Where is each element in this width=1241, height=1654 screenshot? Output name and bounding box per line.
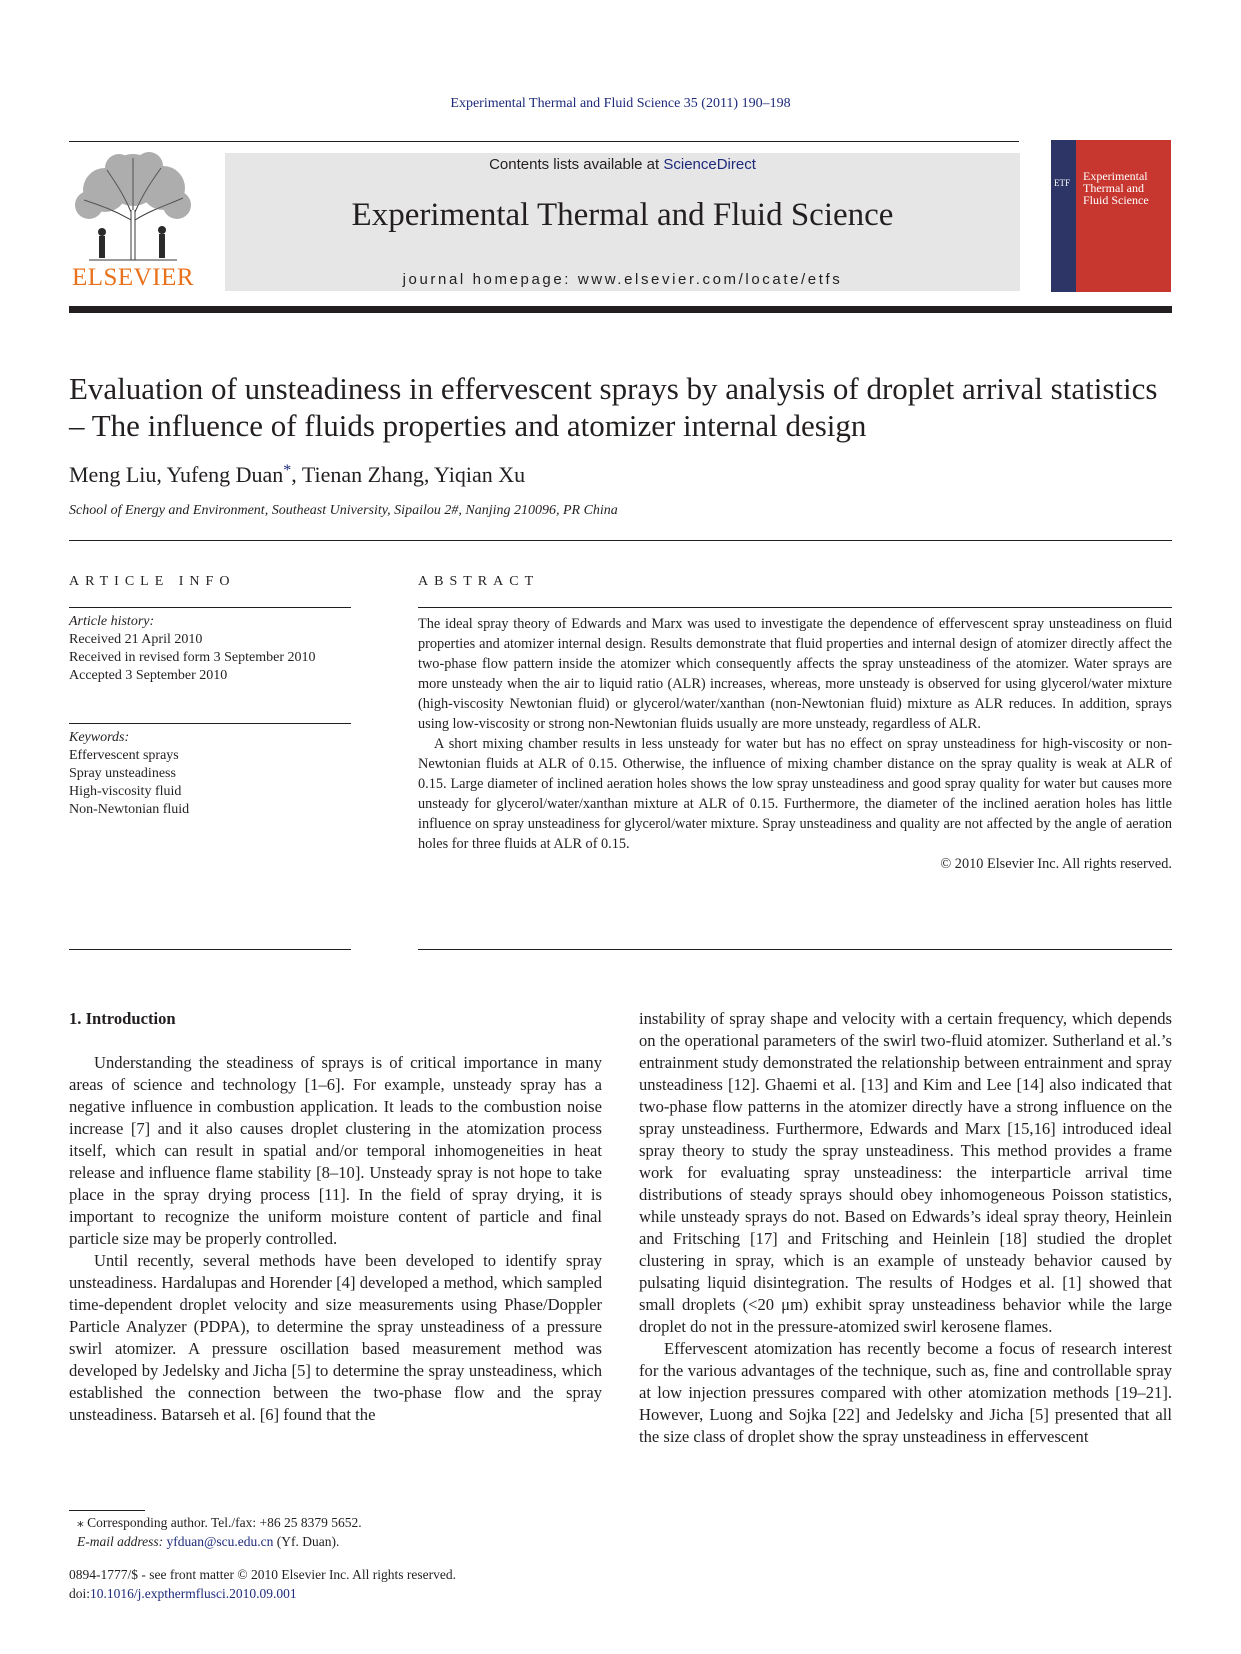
keyword-item: Spray unsteadiness (69, 766, 176, 781)
info-divider-middle (69, 723, 351, 724)
affiliation-divider (69, 540, 1172, 541)
article-history (69, 613, 351, 685)
footnote (69, 1513, 602, 1551)
journal-cover (1051, 140, 1171, 292)
body-paragraph: Understanding the steadiness of sprays is of critical importance in many areas of science and technology [1–6]. For example, unsteady spray has a negative influence in combustion application. It leads to the combustion noise increase [7] and it also causes droplet clustering in the atomization process itself, which can result in spatial and/or temporal inhomogeneities in heat release and influence flame stability [8–10]. Unsteady spray is not hope to take place in the spray drying process [11]. In the field of spray drying, it is important to recognize the uniform moisture content of particle and final particle size may be properly controlled. (69, 1053, 602, 1248)
article-info-heading: ARTICLE INFO (69, 574, 236, 589)
contents-line (225, 156, 1020, 173)
journal-reference[interactable]: Experimental Thermal and Fluid Science 35 (2011) 190–198 (450, 96, 791, 111)
authors-after: , Tienan Zhang, Yiqian Xu (291, 462, 526, 487)
email-suffix: (Yf. Duan). (273, 1534, 340, 1549)
keyword-item: Effervescent sprays (69, 748, 179, 763)
author-list (69, 462, 525, 488)
top-divider (69, 141, 1019, 142)
affiliation: School of Energy and Environment, Southeast University, Sipailou 2#, Nanjing 210096, PR China (69, 503, 618, 518)
elsevier-tree-icon (69, 150, 197, 262)
journal-homepage[interactable]: journal homepage: www.elsevier.com/locate/etfs (402, 271, 843, 288)
keyword-item: High-viscosity fluid (69, 784, 182, 799)
corresponding-author-mark[interactable]: * (283, 462, 292, 479)
body-paragraph: Effervescent atomization has recently become a focus of research interest for the various advantages of the technique, such as, fine and controllable spray at low injection pressures compared with other atomization methods [19–21]. However, Luong and Sojka [22] and Jedelsky and Jicha [5] presented that all the size class of droplet show the spray unsteadiness in effervescent (639, 1339, 1172, 1446)
contents-prefix: Contents lists available at (489, 156, 664, 173)
email-link[interactable]: yfduan@scu.edu.cn (166, 1534, 274, 1549)
cover-title: Experimental Thermal and Fluid Science (1083, 169, 1149, 207)
journal-title: Experimental Thermal and Fluid Science (351, 197, 894, 233)
abstract-divider-bottom (418, 949, 1172, 950)
body-paragraph: instability of spray shape and velocity with a certain frequency, which depends on the operational parameters of the swirl two-fluid atomizer. Sutherland et al.’s entrainment study demonstrated the relationship between entrainment and spray unsteadiness [12]. Ghaemi et al. [13] and Kim and Lee [14] also indicated that two-phase flow patterns in the atomizer directly have a strong influence on the spray unsteadiness. Furthermore, Edwards and Marx [15,16] introduced ideal spray theory to study the spray unsteadiness. This method provides a frame work for evaluating spray unsteadiness: the interparticle arrival time distributions of steady sprays should obey inhomogeneous Poisson statistics, while unsteady sprays do not. Based on Edwards’s ideal spray theory, Heinlein and Fritsching [17] and Fritsching and Heinlein [18] studied the droplet clustering in spray, which is an example of unsteady behavior caused by pulsating liquid disintegration. The results of Hodges et al. [1] showed that small droplets (<20 μm) exhibit spray unsteadiness behavior while the large droplet do not in the pressure-atomized swirl kerosene flames. (639, 1009, 1172, 1336)
info-divider-bottom (69, 949, 351, 950)
cover-abbrev: ETF (1054, 178, 1071, 188)
doi-line (69, 1584, 602, 1603)
history-item: Received 21 April 2010 (69, 632, 203, 647)
footnote-divider (69, 1510, 145, 1511)
authors-before: Meng Liu, Yufeng Duan (69, 462, 284, 487)
email-line (69, 1532, 602, 1551)
doi-link[interactable]: 10.1016/j.expthermflusci.2010.09.001 (90, 1586, 297, 1601)
article-title: Evaluation of unsteadiness in effervescent sprays by analysis of droplet arrival statistics – The influence of fluids properties and atomizer internal design (69, 371, 1158, 443)
cover-stripe (1051, 140, 1076, 292)
sciencedirect-link[interactable]: ScienceDirect (663, 156, 756, 173)
elsevier-logo (69, 150, 197, 292)
history-label: Article history: (69, 614, 155, 629)
abstract-heading: ABSTRACT (418, 574, 540, 589)
history-item: Received in revised form 3 September 2010 (69, 650, 316, 665)
elsevier-wordmark: ELSEVIER (71, 264, 195, 291)
body-column-right (639, 1008, 1172, 1448)
header-thick-rule (69, 306, 1172, 313)
body-column-left (69, 1008, 602, 1426)
history-item: Accepted 3 September 2010 (69, 668, 228, 683)
email-label: E-mail address: (77, 1534, 167, 1549)
abstract-divider-top (418, 607, 1172, 608)
front-matter (69, 1565, 602, 1603)
corresponding-author-note: ⁎ Corresponding author. Tel./fax: +86 25 8379 5652. (77, 1515, 362, 1530)
abstract-paragraph: The ideal spray theory of Edwards and Marx was used to investigate the dependence of effervescent spray unsteadiness on fluid properties and atomizer internal design. Results demonstrate that fluid properties and internal design of atomizer directly affect the two-phase flow pattern inside the atomizer which consequently affects the spray unsteadiness of the atomizer. Water sprays are more unsteady when the air to liquid ratio (ALR) increases, whereas, more unsteady is observed for using glycerol/water mixture (high-viscosity Newtonian fluid) or glycerol/water/xanthan (non-Newtonian fluid) mixture as ALR reduces. In addition, sprays using low-viscosity or strong non-Newtonian fluids usually are more unsteady, regardless of ALR. (418, 616, 1172, 732)
body-paragraph: Until recently, several methods have been developed to identify spray unsteadiness. Hardalupas and Horender [4] developed a method, which sampled time-dependent droplet velocity and size measurements using Phase/Doppler Particle Analyzer (PDPA), to determine the spray unsteadiness of a pressure swirl atomizer. A pressure oscillation based measurement method was developed by Jedelsky and Jicha [5] to determine the spray unsteadiness, which established the connection between the two-phase flow and the spray unsteadiness. Batarseh et al. [6] found that the (69, 1251, 602, 1424)
section-heading-introduction: 1. Introduction (69, 1009, 176, 1028)
info-divider-top (69, 607, 351, 608)
doi-label: doi: (69, 1586, 91, 1601)
front-matter-line: 0894-1777/$ - see front matter © 2010 Elsevier Inc. All rights reserved. (69, 1567, 457, 1582)
abstract-body (418, 614, 1172, 874)
keyword-item: Non-Newtonian fluid (69, 802, 190, 817)
journal-header-box (225, 153, 1020, 291)
keywords-label: Keywords: (69, 730, 130, 745)
abstract-copyright: © 2010 Elsevier Inc. All rights reserved. (940, 856, 1172, 872)
keywords (69, 729, 351, 819)
abstract-paragraph: A short mixing chamber results in less unsteady for water but has no effect on spray unsteadiness for high-viscosity or non-Newtonian fluids at ALR of 0.15. Otherwise, the influence of mixing chamber distance on the spray quality is weak at ALR of 0.15. Large diameter of inclined aeration holes shows the low spray unsteadiness and good spray quality for water but causes more unsteady for glycerol/water/xanthan mixture at ALR of 0.15. Furthermore, the diameter of the inclined aeration holes has little influence on spray unsteadiness for glycerol/water mixture. Spray unsteadiness and quality are not affected by the angle of aeration holes for three fluids at ALR of 0.15. (418, 736, 1172, 852)
